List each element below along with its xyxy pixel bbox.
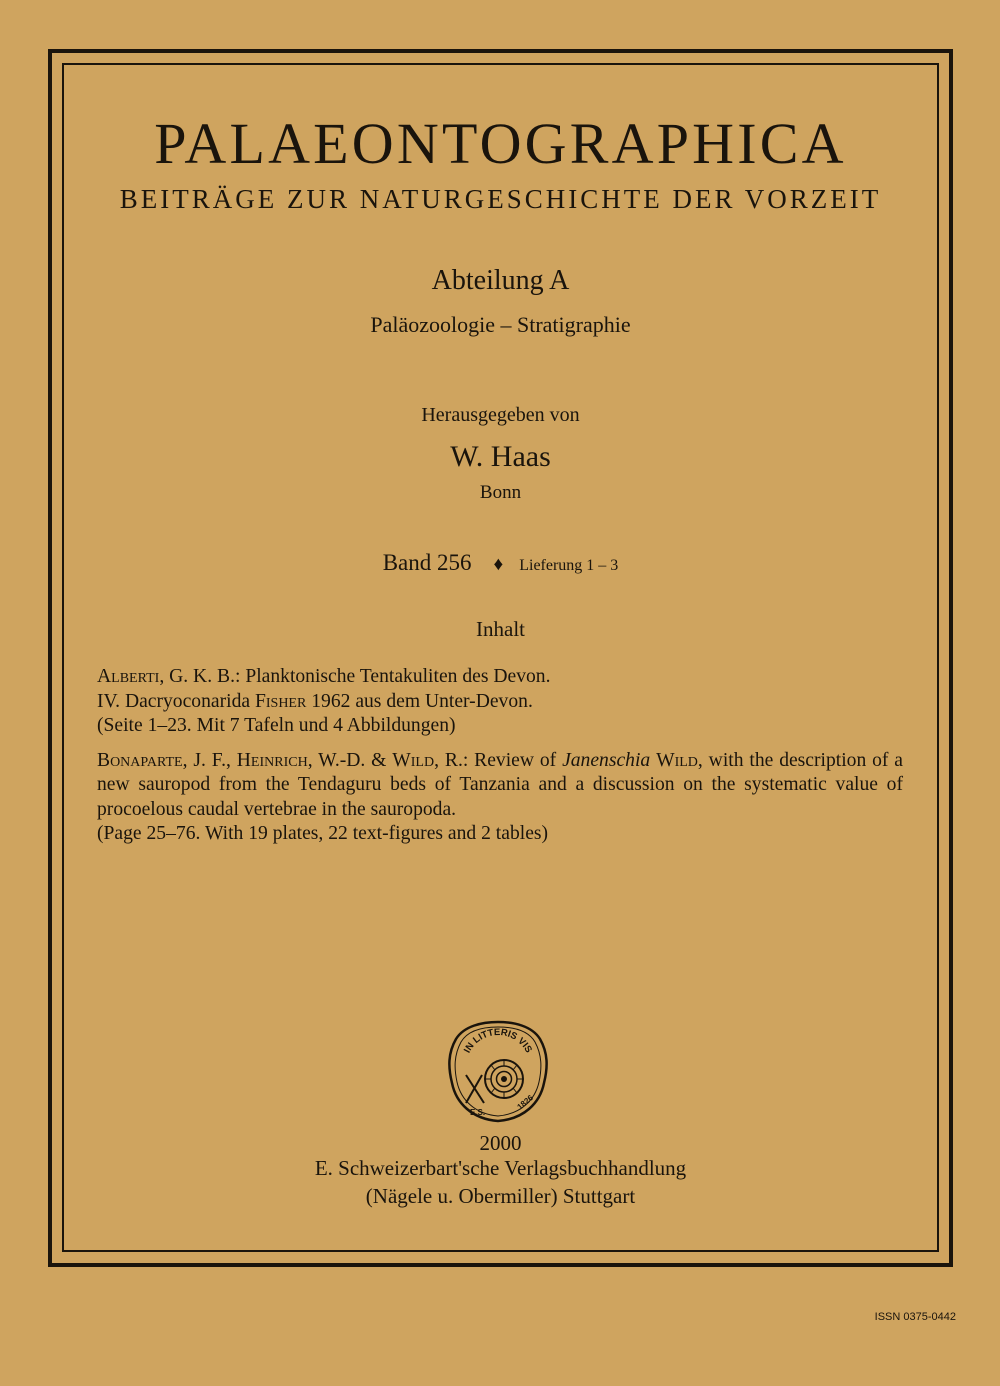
contents-entry-1 [97,665,903,739]
contents-list [97,665,903,847]
entry-author: Bonaparte [97,749,183,771]
entry-title-cont: , with the description of a new sauropod from the Tendaguru beds of Tanzania and a discussion on the systematic value of procoelous caudal vertebrae in the sauropoda. [97,749,904,820]
entry-title: , G. K. B.: Planktonische Tentakuliten des Devon. [159,666,551,687]
volume-number: Band 256 [382,550,472,575]
contents-entry-2 [97,749,903,847]
entry-author: Wild [392,749,435,771]
ammonite-icon [485,1060,523,1098]
publisher-seal-icon [444,1017,552,1125]
author-separator: , J. F., [182,749,237,771]
issue-line [62,548,939,581]
editor-city: Bonn [479,482,522,503]
seal-year: 1826 [515,1093,535,1112]
publication-year: 2000 [479,1131,522,1155]
author-separator: , W.-D. & [307,749,393,771]
division-name: Abteilung A [431,265,570,296]
entry-pages: (Seite 1–23. Mit 7 Tafeln und 4 Abbildungen) [97,715,456,736]
entry-pages: (Page 25–76. With 19 plates, 22 text-figures and 2 tables) [97,823,549,844]
entry-title-line2: IV. Dacryoconarida [97,690,255,712]
taxon-author: Fisher [254,690,307,712]
journal-title: PALAEONTOGRAPHICA [154,111,847,176]
division-field: Paläozoologie – Stratigraphie [370,312,631,337]
genus-name: Janenschia [562,749,651,771]
crossed-tools-icon [466,1075,484,1103]
publisher-location: (Nägele u. Obermiller) Stuttgart [365,1184,636,1208]
diamond-separator: ♦ [493,554,504,575]
issue-parts: Lieferung 1 – 3 [519,557,619,574]
entry-author: Alberti [97,666,160,687]
issn-number: ISSN 0375-0442 [874,1311,956,1323]
publisher-name: E. Schweizerbart'sche Verlagsbuchhandlung [314,1156,687,1180]
entry-title: , R.: Review of [434,749,563,771]
journal-subtitle: BEITRÄGE ZUR NATURGESCHICHTE DER VORZEIT [119,184,882,214]
contents-heading: Inhalt [476,617,525,641]
editor-intro: Herausgegeben von [421,404,580,426]
seal-motto: IN LITTERIS VIS [461,1026,535,1055]
taxon-author: Wild [656,749,698,771]
entry-author: Heinrich [236,749,308,771]
editor-name: W. Haas [450,440,551,473]
seal-initials: E.S. [470,1108,486,1117]
entry-title-line2-end: 1962 aus dem Unter-Devon. [306,690,533,712]
